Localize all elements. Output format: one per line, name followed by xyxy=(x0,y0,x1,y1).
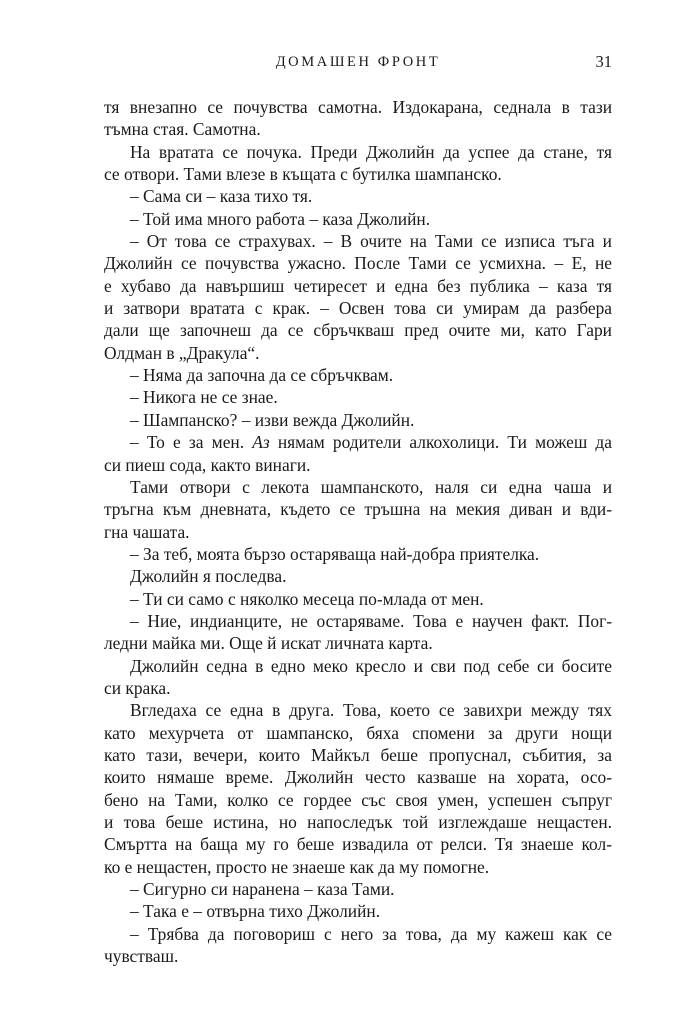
text-line: ледни майка ми. Още й искат личната карта. xyxy=(104,633,433,654)
text-line: е хубаво да навършиш четиресет и една без публика – каза тя xyxy=(104,275,612,296)
text-line: тъмна стая. Самотна. xyxy=(104,119,261,140)
text-line: ко е нещастен, просто не знаеше как да му помогне. xyxy=(104,856,490,877)
text-line: – За теб, моята бързо остаряваща най-добра приятелка. xyxy=(130,543,540,564)
text-line: си крака. xyxy=(104,677,171,698)
page-header xyxy=(104,50,612,74)
text-line: – Сама си – каза тихо тя. xyxy=(130,186,313,207)
text-line: – Ние, индианците, не остаряваме. Това е научен факт. Пог- xyxy=(130,610,612,631)
text-line: дали ще започнеш да се сбръчкваш пред очите ми, като Гари xyxy=(104,320,612,341)
text-line: си пиеш сода, както винаги. xyxy=(104,454,311,475)
text-line: – От това се страхувах. – В очите на Тами се изписа тъга и xyxy=(130,231,612,252)
text-line: Тами отвори с лекота шампанското, наля си една чаша и xyxy=(130,476,612,497)
emphasized-word: Аз xyxy=(252,432,270,453)
text-line: и това беше истина, но напоследък той изглеждаше нещастен. xyxy=(104,812,612,832)
text-line: – Шампанско? – изви вежда Джолийн. xyxy=(130,409,415,430)
text-line: като тази, вечери, които Майкъл беше пропуснал, събития, за xyxy=(104,744,612,765)
text-line: гна чашата. xyxy=(104,521,190,542)
text-line: и затвори вратата с крак. – Освен това си умирам да разбера xyxy=(104,298,612,319)
text-line: – Ти си само с няколко месеца по-млада от мен. xyxy=(130,588,484,609)
text-line: тя внезапно се почувства самотна. Издокарана, седнала в тази xyxy=(104,97,612,117)
text-line: На вратата се почука. Преди Джолийн да успее да стане, тя xyxy=(130,141,612,162)
running-title: ДОМАШЕН ФРОНТ xyxy=(275,54,441,70)
text-line: – Никога не се знае. xyxy=(130,387,278,408)
text-line: Джолийн я последва. xyxy=(130,566,287,587)
text-line: Джолийн седна в едно меко кресло и сви под себе си босите xyxy=(130,655,612,676)
text-line: Джолийн се почувства ужасно. После Тами се усмихна. – Е, не xyxy=(104,253,612,274)
text-line: се отвори. Тами влезе в къщата с бутилка шампанско. xyxy=(104,164,502,185)
text-line: – Няма да започна да се сбръчквам. xyxy=(130,365,394,386)
text-line: тръгна към дневната, където се тръшна на мекия диван и вди- xyxy=(104,499,612,520)
page-number: 31 xyxy=(595,52,612,71)
text-line: – Сигурно си наранена – каза Тами. xyxy=(130,879,395,900)
text-line: – Така е – отвърна тихо Джолийн. xyxy=(130,901,381,922)
text-line: които нямаше време. Джолийн често казваше на хората, осо- xyxy=(104,767,612,788)
text-line: – Трябва да поговориш с него за това, да му кажеш как се xyxy=(130,923,612,944)
text-line: Смъртта на баща му го беше извадила от релси. Тя знаеше кол- xyxy=(104,834,612,855)
body-text xyxy=(104,96,612,967)
text-line: чувстваш. xyxy=(104,946,179,967)
text-line: – Той има много работа – каза Джолийн. xyxy=(130,208,431,229)
text-run: – То е за мен. xyxy=(130,432,253,453)
text-line: бено на Тами, колко се гордее със своя умен, успешен съпруг xyxy=(104,789,612,810)
text-line: като мехурчета от шампанско, бяха спомени за други нощи xyxy=(104,722,612,743)
text-run: нямам родители алкохолици. Ти можеш да xyxy=(269,432,612,453)
text-line: Вгледаха се една в друга. Това, което се завихри между тях xyxy=(130,700,612,721)
text-line: Олдман в „Дракула“. xyxy=(104,342,260,363)
text-line-mixed xyxy=(104,431,612,453)
